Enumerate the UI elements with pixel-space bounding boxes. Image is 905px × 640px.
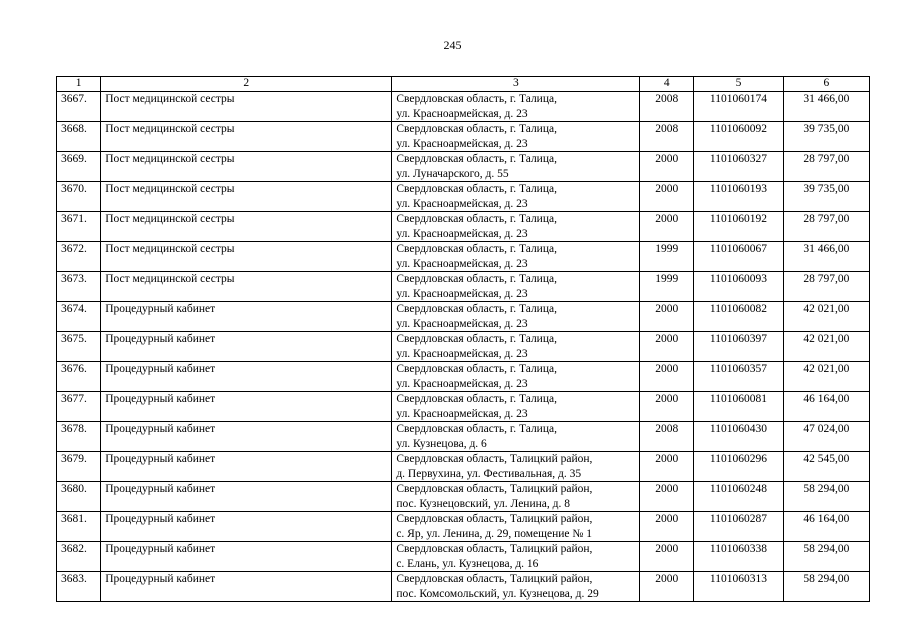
address-cell xyxy=(392,512,640,542)
cost-cell: 39 735,00 xyxy=(783,122,869,152)
address-line-2: ул. Красноармейская, д. 23 xyxy=(396,347,528,360)
cost-cell: 28 797,00 xyxy=(783,212,869,242)
year-cell: 2000 xyxy=(640,392,694,422)
item-name-cell: Процедурный кабинет xyxy=(101,302,392,332)
table-row xyxy=(57,92,870,122)
inventory-number-cell: 1101060397 xyxy=(694,332,783,362)
cost-cell: 58 294,00 xyxy=(783,572,869,602)
address-line-2: ул. Кузнецова, д. 6 xyxy=(396,437,487,450)
column-header-5: 5 xyxy=(694,77,783,92)
item-name-cell: Пост медицинской сестры xyxy=(101,92,392,122)
year-cell: 2000 xyxy=(640,512,694,542)
item-name-cell: Процедурный кабинет xyxy=(101,542,392,572)
inventory-number-cell: 1101060081 xyxy=(694,392,783,422)
address-line-1: Свердловская область, г. Талица, xyxy=(396,183,557,195)
inventory-number-cell: 1101060287 xyxy=(694,512,783,542)
inventory-number-cell: 1101060093 xyxy=(694,272,783,302)
address-line-2: ул. Красноармейская, д. 23 xyxy=(396,287,528,300)
item-name-cell: Пост медицинской сестры xyxy=(101,152,392,182)
item-name-cell: Пост медицинской сестры xyxy=(101,182,392,212)
year-cell: 2000 xyxy=(640,452,694,482)
table-row xyxy=(57,512,870,542)
address-cell xyxy=(392,242,640,272)
cost-cell: 42 021,00 xyxy=(783,302,869,332)
address-line-2: пос. Комсомольский, ул. Кузнецова, д. 29 xyxy=(396,587,599,600)
year-cell: 1999 xyxy=(640,242,694,272)
address-cell xyxy=(392,362,640,392)
inventory-number-cell: 1101060338 xyxy=(694,542,783,572)
inventory-number-cell: 1101060313 xyxy=(694,572,783,602)
address-line-1: Свердловская область, Талицкий район, xyxy=(396,513,593,525)
item-name-cell: Процедурный кабинет xyxy=(101,482,392,512)
item-number-cell: 3668. xyxy=(57,122,101,152)
address-cell xyxy=(392,272,640,302)
table-row xyxy=(57,272,870,302)
inventory-number-cell: 1101060067 xyxy=(694,242,783,272)
address-line-1: Свердловская область, г. Талица, xyxy=(396,273,557,285)
column-header-4: 4 xyxy=(640,77,694,92)
year-cell: 2000 xyxy=(640,182,694,212)
table-row xyxy=(57,362,870,392)
table-row xyxy=(57,422,870,452)
address-cell xyxy=(392,392,640,422)
item-number-cell: 3667. xyxy=(57,92,101,122)
address-line-2: ул. Красноармейская, д. 23 xyxy=(396,257,528,270)
item-name-cell: Процедурный кабинет xyxy=(101,452,392,482)
address-line-1: Свердловская область, Талицкий район, xyxy=(396,453,593,465)
item-name-cell: Пост медицинской сестры xyxy=(101,212,392,242)
address-line-1: Свердловская область, г. Талица, xyxy=(396,123,557,135)
inventory-number-cell: 1101060092 xyxy=(694,122,783,152)
inventory-number-cell: 1101060357 xyxy=(694,362,783,392)
year-cell: 2000 xyxy=(640,542,694,572)
address-cell xyxy=(392,302,640,332)
column-header-1: 1 xyxy=(57,77,101,92)
item-number-cell: 3674. xyxy=(57,302,101,332)
table-row xyxy=(57,182,870,212)
table-row xyxy=(57,392,870,422)
address-line-1: Свердловская область, Талицкий район, xyxy=(396,483,593,495)
inventory-number-cell: 1101060430 xyxy=(694,422,783,452)
address-line-2: ул. Красноармейская, д. 23 xyxy=(396,137,528,150)
item-number-cell: 3676. xyxy=(57,362,101,392)
cost-cell: 31 466,00 xyxy=(783,242,869,272)
address-line-2: с. Яр, ул. Ленина, д. 29, помещение № 1 xyxy=(396,527,592,540)
cost-cell: 46 164,00 xyxy=(783,512,869,542)
item-name-cell: Процедурный кабинет xyxy=(101,392,392,422)
address-line-1: Свердловская область, Талицкий район, xyxy=(396,573,593,585)
column-header-2: 2 xyxy=(101,77,392,92)
address-line-1: Свердловская область, г. Талица, xyxy=(396,363,557,375)
address-cell xyxy=(392,152,640,182)
cost-cell: 42 021,00 xyxy=(783,362,869,392)
cost-cell: 46 164,00 xyxy=(783,392,869,422)
item-number-cell: 3673. xyxy=(57,272,101,302)
inventory-number-cell: 1101060193 xyxy=(694,182,783,212)
item-name-cell: Процедурный кабинет xyxy=(101,422,392,452)
address-line-2: ул. Красноармейская, д. 23 xyxy=(396,407,528,420)
item-number-cell: 3680. xyxy=(57,482,101,512)
page-number: 245 xyxy=(443,38,462,52)
item-number-cell: 3682. xyxy=(57,542,101,572)
address-cell xyxy=(392,572,640,602)
item-number-cell: 3670. xyxy=(57,182,101,212)
table-row xyxy=(57,302,870,332)
year-cell: 1999 xyxy=(640,272,694,302)
cost-cell: 47 024,00 xyxy=(783,422,869,452)
item-name-cell: Процедурный кабинет xyxy=(101,362,392,392)
table-row xyxy=(57,482,870,512)
inventory-number-cell: 1101060192 xyxy=(694,212,783,242)
address-cell xyxy=(392,422,640,452)
table-row xyxy=(57,152,870,182)
address-cell xyxy=(392,542,640,572)
address-line-2: ул. Красноармейская, д. 23 xyxy=(396,317,528,330)
cost-cell: 28 797,00 xyxy=(783,272,869,302)
address-cell xyxy=(392,122,640,152)
address-line-1: Свердловская область, г. Талица, xyxy=(396,153,557,165)
table-row xyxy=(57,212,870,242)
cost-cell: 42 545,00 xyxy=(783,452,869,482)
address-line-2: ул. Красноармейская, д. 23 xyxy=(396,377,528,390)
address-line-1: Свердловская область, г. Талица, xyxy=(396,393,557,405)
address-line-1: Свердловская область, г. Талица, xyxy=(396,93,557,105)
item-name-cell: Пост медицинской сестры xyxy=(101,242,392,272)
item-number-cell: 3679. xyxy=(57,452,101,482)
year-cell: 2000 xyxy=(640,572,694,602)
year-cell: 2008 xyxy=(640,92,694,122)
cost-cell: 39 735,00 xyxy=(783,182,869,212)
address-line-2: ул. Красноармейская, д. 23 xyxy=(396,227,528,240)
address-line-1: Свердловская область, г. Талица, xyxy=(396,423,557,435)
address-line-1: Свердловская область, Талицкий район, xyxy=(396,543,593,555)
item-name-cell: Пост медицинской сестры xyxy=(101,272,392,302)
year-cell: 2008 xyxy=(640,422,694,452)
item-number-cell: 3675. xyxy=(57,332,101,362)
cost-cell: 31 466,00 xyxy=(783,92,869,122)
address-line-2: д. Первухина, ул. Фестивальная, д. 35 xyxy=(396,467,582,480)
address-line-2: ул. Красноармейская, д. 23 xyxy=(396,107,528,120)
inventory-number-cell: 1101060248 xyxy=(694,482,783,512)
item-number-cell: 3683. xyxy=(57,572,101,602)
address-cell xyxy=(392,182,640,212)
item-number-cell: 3669. xyxy=(57,152,101,182)
year-cell: 2000 xyxy=(640,482,694,512)
address-line-1: Свердловская область, г. Талица, xyxy=(396,213,557,225)
year-cell: 2000 xyxy=(640,362,694,392)
table-header-row xyxy=(57,77,870,92)
inventory-number-cell: 1101060082 xyxy=(694,302,783,332)
address-cell xyxy=(392,482,640,512)
year-cell: 2000 xyxy=(640,332,694,362)
inventory-number-cell: 1101060174 xyxy=(694,92,783,122)
item-number-cell: 3681. xyxy=(57,512,101,542)
year-cell: 2000 xyxy=(640,152,694,182)
cost-cell: 58 294,00 xyxy=(783,482,869,512)
item-number-cell: 3678. xyxy=(57,422,101,452)
address-line-2: пос. Кузнецовский, ул. Ленина, д. 8 xyxy=(396,497,570,510)
table-row xyxy=(57,242,870,272)
table-row xyxy=(57,542,870,572)
address-cell xyxy=(392,92,640,122)
item-name-cell: Процедурный кабинет xyxy=(101,332,392,362)
table-row xyxy=(57,122,870,152)
address-cell xyxy=(392,452,640,482)
address-cell xyxy=(392,212,640,242)
address-line-1: Свердловская область, г. Талица, xyxy=(396,243,557,255)
year-cell: 2008 xyxy=(640,122,694,152)
cost-cell: 58 294,00 xyxy=(783,542,869,572)
item-name-cell: Процедурный кабинет xyxy=(101,572,392,602)
address-line-2: ул. Луначарского, д. 55 xyxy=(396,167,509,180)
year-cell: 2000 xyxy=(640,212,694,242)
inventory-number-cell: 1101060296 xyxy=(694,452,783,482)
cost-cell: 28 797,00 xyxy=(783,152,869,182)
property-registry-table xyxy=(56,76,870,602)
table-row xyxy=(57,572,870,602)
item-number-cell: 3677. xyxy=(57,392,101,422)
address-cell xyxy=(392,332,640,362)
table-row xyxy=(57,452,870,482)
address-line-1: Свердловская область, г. Талица, xyxy=(396,333,557,345)
address-line-1: Свердловская область, г. Талица, xyxy=(396,303,557,315)
table-row xyxy=(57,332,870,362)
item-number-cell: 3672. xyxy=(57,242,101,272)
item-number-cell: 3671. xyxy=(57,212,101,242)
year-cell: 2000 xyxy=(640,302,694,332)
item-name-cell: Пост медицинской сестры xyxy=(101,122,392,152)
address-line-2: ул. Красноармейская, д. 23 xyxy=(396,197,528,210)
column-header-3: 3 xyxy=(392,77,640,92)
item-name-cell: Процедурный кабинет xyxy=(101,512,392,542)
cost-cell: 42 021,00 xyxy=(783,332,869,362)
column-header-6: 6 xyxy=(783,77,869,92)
inventory-number-cell: 1101060327 xyxy=(694,152,783,182)
address-line-2: с. Елань, ул. Кузнецова, д. 16 xyxy=(396,557,539,570)
